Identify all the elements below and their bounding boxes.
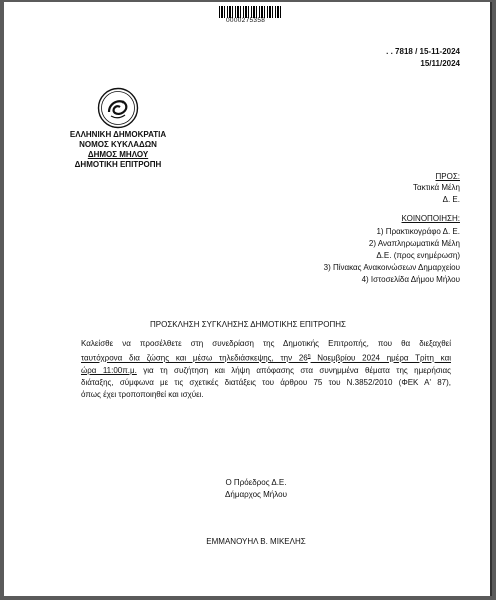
body-text-segment: για τη συζήτηση και λήψη απόφασης στα συνημμένα θέματα της ημερήσιας bbox=[136, 365, 451, 375]
hellenic-emblem-icon bbox=[97, 87, 139, 129]
body-line bbox=[81, 350, 451, 365]
body-line bbox=[81, 365, 451, 377]
issuer-committee: ΔΗΜΟΤΙΚΗ ΕΠΙΤΡΟΠΗ bbox=[74, 160, 162, 169]
meeting-time: ώρα 11:00π.μ. bbox=[81, 365, 137, 375]
issuer-prefecture: ΝΟΜΟΣ ΚΥΚΛΑΔΩΝ bbox=[79, 140, 157, 149]
barcode-number: 0000275358 bbox=[226, 17, 266, 24]
body-line: όπως έχει τροποποιηθεί και ισχύει. bbox=[81, 389, 204, 399]
cc-item: 3) Πίνακας Ανακοινώσεων Δημαρχείου bbox=[323, 263, 460, 272]
document-page bbox=[4, 2, 492, 596]
invitation-body bbox=[81, 338, 451, 401]
document-title: ΠΡΟΣΚΛΗΣΗ ΣΥΓΚΛΗΣΗΣ ΔΗΜΟΤΙΚΗΣ ΕΠΙΤΡΟΠΗΣ bbox=[150, 320, 346, 329]
recipient-regular-members: Τακτικά Μέλη bbox=[413, 183, 460, 192]
meeting-date: Νοεμβρίου 2024 ημέρα Τρίτη και bbox=[310, 353, 451, 363]
issuer-country: ΕΛΛΗΝΙΚΗ ΔΗΜΟΚΡΑΤΙΑ bbox=[69, 130, 167, 139]
issuer-municipality: ΔΗΜΟΣ ΜΗΛΟΥ bbox=[87, 150, 149, 159]
cc-label: ΚΟΙΝΟΠΟΙΗΣΗ: bbox=[401, 214, 460, 223]
cc-item: Δ.Ε. (προς ενημέρωση) bbox=[376, 251, 460, 260]
protocol-date: 15/11/2024 bbox=[420, 59, 460, 68]
signature-name: ΕΜΜΑΝΟΥΗΛ Β. ΜΙΚΕΛΗΣ bbox=[206, 537, 306, 546]
recipient-committee: Δ. Ε. bbox=[442, 195, 460, 204]
signature-title: Δήμαρχος Μήλου bbox=[225, 490, 287, 499]
protocol-number: . . 7818 / 15-11-2024 bbox=[386, 47, 460, 56]
cc-item: 4) Ιστοσελίδα Δήμου Μήλου bbox=[361, 275, 460, 284]
body-line: Καλείσθε να προσέλθετε στη συνεδρίαση της Δημοτικής Επιτροπής, που θα διεξαχθεί bbox=[81, 339, 451, 348]
body-line: διάταξης, σύμφωνα με τις σχετικές διατάξεις του άρθρου 75 του Ν.3852/2010 (ΦΕΚ Α' 87), bbox=[81, 377, 451, 387]
cc-item: 2) Αναπληρωματικά Μέλη bbox=[368, 239, 460, 248]
meeting-mode: ταυτόχρονα δια ζώσης και μέσω τηλεδιάσκεψης, την 26 bbox=[81, 353, 308, 363]
ordinal-suffix: η bbox=[307, 353, 311, 359]
recipients-label: ΠΡΟΣ: bbox=[435, 172, 460, 181]
cc-item: 1) Πρακτικογράφο Δ. Ε. bbox=[376, 227, 460, 236]
signature-role: Ο Πρόεδρος Δ.Ε. bbox=[225, 478, 287, 487]
